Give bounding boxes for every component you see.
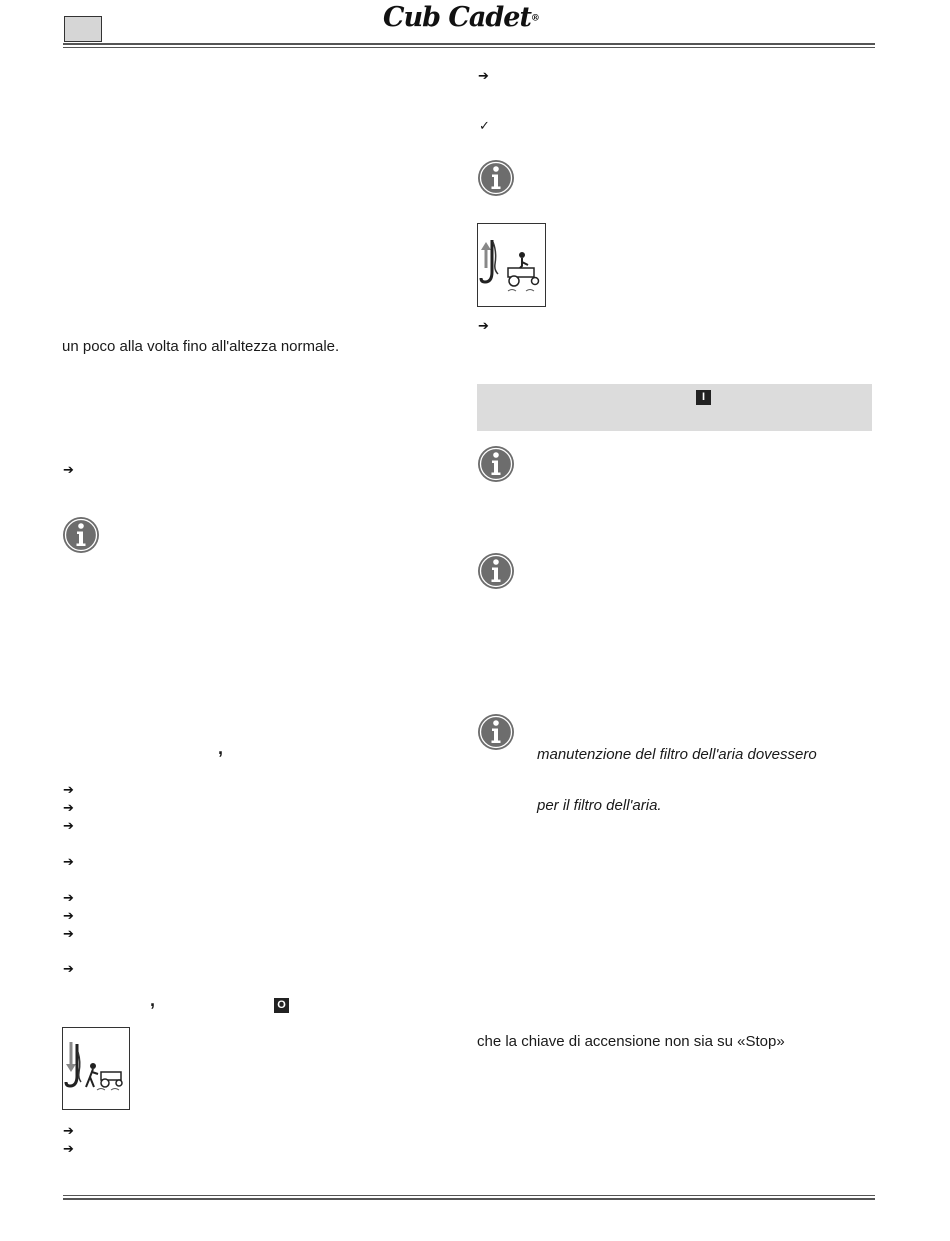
deck-lower-pictogram: [62, 1027, 130, 1110]
stray-comma: ,: [150, 990, 156, 1010]
text-stop-key: che la chiave di accensione non sia su «Stop»: [477, 1033, 785, 1050]
info-icon: [61, 515, 101, 555]
info-icon: [476, 551, 516, 591]
arrow-bullet: ➔: [478, 69, 489, 84]
brand-name: Cub Cadet: [383, 2, 531, 33]
arrow-bullet: ➔: [63, 909, 74, 924]
section-heading-bar: [477, 384, 872, 431]
footer-rule-top: [63, 1195, 875, 1196]
info-icon: [476, 712, 516, 752]
italic-note-line: manutenzione del filtro dell'aria dovessero: [537, 746, 817, 763]
arrow-bullet: ➔: [63, 927, 74, 942]
header-rule-top: [63, 43, 875, 45]
arrow-bullet: ➔: [63, 891, 74, 906]
italic-note-line: per il filtro dell'aria.: [537, 797, 662, 814]
text-normal-height: un poco alla volta fino all'altezza normale.: [62, 338, 340, 355]
header-rule-bottom: [63, 47, 875, 48]
deck-lift-up-pictogram: [477, 223, 546, 307]
info-icon: [476, 444, 516, 484]
brand-registered-mark: ®: [530, 13, 539, 24]
key-stop-symbol: O: [274, 998, 289, 1013]
arrow-bullet: ➔: [63, 1142, 74, 1157]
check-mark: ✓: [479, 119, 490, 134]
arrow-bullet: ➔: [63, 783, 74, 798]
arrow-bullet: ➔: [63, 819, 74, 834]
footer-rule-bottom: [63, 1198, 875, 1200]
brand-logo: [383, 2, 563, 36]
arrow-bullet: ➔: [63, 801, 74, 816]
arrow-bullet: ➔: [478, 319, 489, 334]
arrow-bullet: ➔: [63, 962, 74, 977]
page-number-box: [64, 16, 102, 42]
arrow-bullet: ➔: [63, 855, 74, 870]
info-icon: [476, 158, 516, 198]
arrow-bullet: ➔: [63, 1124, 74, 1139]
stray-comma: ,: [218, 738, 224, 758]
key-start-symbol: I: [696, 390, 711, 405]
arrow-bullet: ➔: [63, 463, 74, 478]
